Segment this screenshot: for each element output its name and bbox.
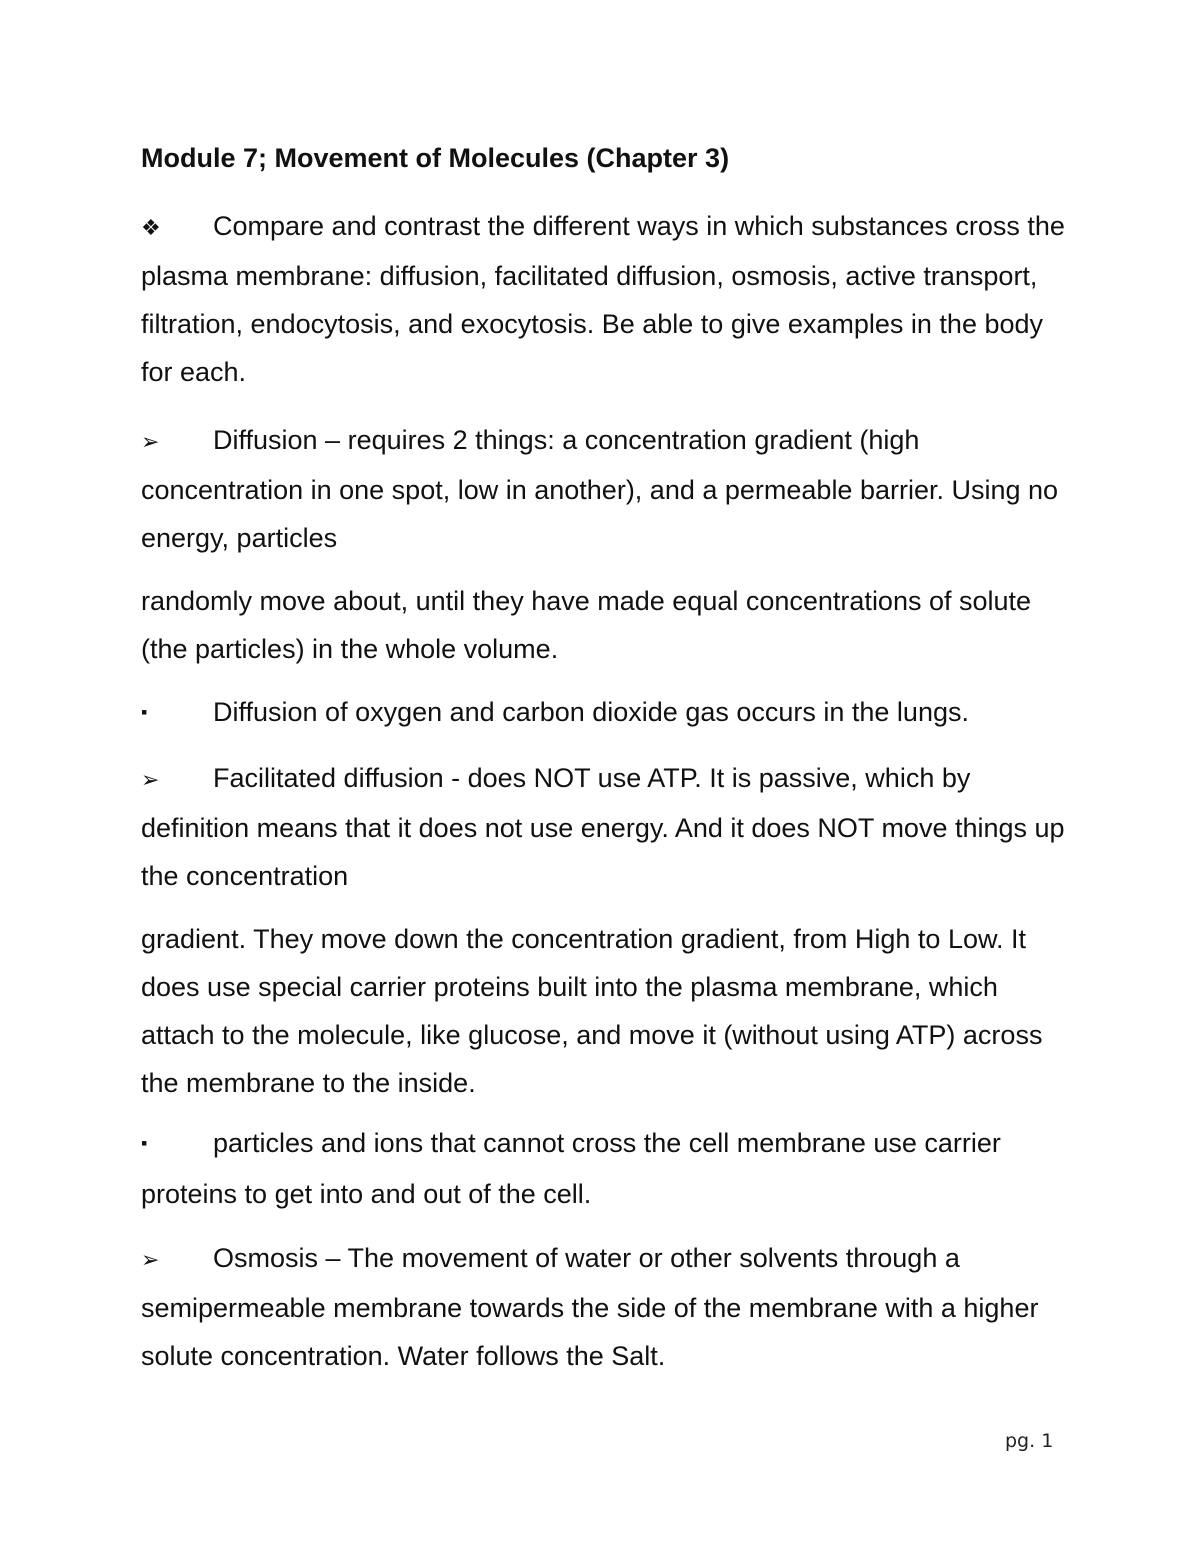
diffusion-text: Diffusion – requires 2 things: a concentration gradient (high concentration in one spot, low in another), and a permeable barrier. Using no energy, particles [141,425,1059,553]
square-bullet-icon: ▪ [141,1133,148,1153]
list-item-diffusion-example [141,688,1071,739]
osmosis-text: Osmosis – The movement of water or other solvents through a semipermeable membrane towards the side of the membrane with a higher solute concentration. Water follows the Salt. [141,1243,1039,1371]
arrow-bullet-icon: ➢ [141,767,160,792]
page-title: Module 7; Movement of Molecules (Chapter 3) [141,143,730,173]
page-number: pg. 1 [1005,1430,1054,1452]
arrow-bullet-icon: ➢ [141,1247,160,1272]
diffusion-continuation: randomly move about, until they have made equal concentrations of solute (the particles) in the whole volume. [141,586,1032,664]
arrow-bullet-icon: ➢ [141,429,160,454]
list-item-osmosis [141,1234,1071,1380]
facilitated-diffusion-continuation: gradient. They move down the concentration gradient, from High to Low. It does use special carrier proteins built into the plasma membrane, which attach to the molecule, like glucose, and move it (without using ATP) across the membrane to the inside. [141,924,1043,1098]
square-bullet-icon: ▪ [141,702,148,722]
diamond-bullet-icon: ❖ [141,215,161,240]
facilitated-diffusion-text: Facilitated diffusion - does NOT use ATP. It is passive, which by definition means that it does not use energy. And it does NOT move things up the concentration [141,763,1065,891]
list-item-carrier-proteins [141,1119,1071,1218]
list-item-facilitated-diffusion [141,754,1071,900]
list-item-diffusion [141,416,1071,562]
list-item-objective [141,202,1071,396]
diffusion-example-text: Diffusion of oxygen and carbon dioxide gas occurs in the lungs. [213,697,969,727]
objective-text: Compare and contrast the different ways in which substances cross the plasma membrane: diffusion, facilitated diffusion, osmosis, active transport, filtration, endocytosis, and exocytosis. Be able to give examples in the body for each. [141,211,1065,387]
carrier-proteins-text: particles and ions that cannot cross the cell membrane use carrier proteins to get into and out of the cell. [141,1128,1001,1209]
